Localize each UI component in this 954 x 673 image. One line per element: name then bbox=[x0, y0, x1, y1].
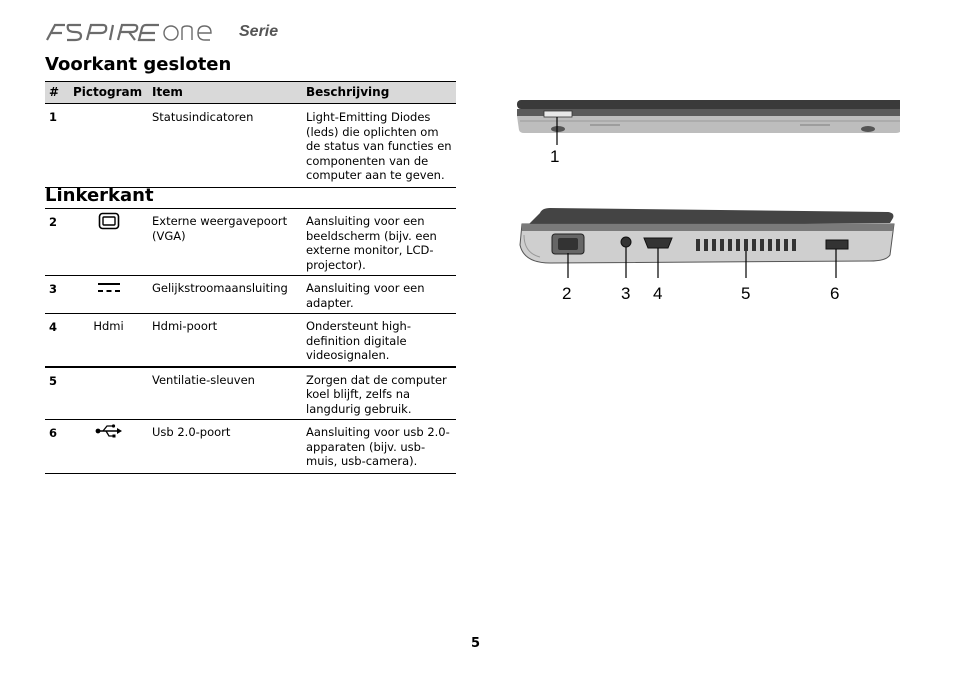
row-icon-text: Hdmi bbox=[69, 314, 148, 367]
table-row bbox=[45, 420, 456, 474]
aspire-one-wordmark-icon bbox=[45, 20, 235, 44]
dc-power-icon bbox=[97, 282, 121, 294]
row-icon bbox=[69, 367, 148, 420]
row-desc: Aansluiting voor een adapter. bbox=[302, 276, 456, 314]
table-row bbox=[45, 104, 456, 188]
row-desc: Aansluiting voor usb 2.0-apparaten (bijv. usb-muis, usb-camera). bbox=[302, 420, 456, 474]
left-section-title: Linkerkant bbox=[45, 185, 154, 206]
row-desc: Zorgen dat de computer koel blijft, zelfs na langdurig gebruik. bbox=[302, 367, 456, 420]
hdmi-port bbox=[644, 238, 672, 248]
vga-monitor-icon bbox=[98, 212, 120, 230]
row-icon bbox=[69, 209, 148, 276]
usb-port bbox=[826, 240, 848, 249]
callout-4: 4 bbox=[653, 284, 663, 303]
row-icon bbox=[69, 104, 148, 188]
row-num: 3 bbox=[45, 276, 69, 314]
row-num: 4 bbox=[45, 314, 69, 367]
row-item: Statusindicatoren bbox=[148, 104, 302, 188]
row-num: 2 bbox=[45, 209, 69, 276]
callout-1: 1 bbox=[550, 147, 560, 166]
callout-2: 2 bbox=[562, 284, 572, 303]
table-row bbox=[45, 367, 456, 420]
front-section-title: Voorkant gesloten bbox=[45, 54, 232, 75]
page-number: 5 bbox=[471, 636, 481, 651]
series-label: Serie bbox=[239, 23, 279, 40]
header-icon: Pictogram bbox=[69, 82, 148, 104]
usb-icon bbox=[95, 424, 123, 438]
row-desc: Aansluiting voor een beeldscherm (bijv. een externe monitor, LCD-projector). bbox=[302, 209, 456, 276]
row-item: Usb 2.0-poort bbox=[148, 420, 302, 474]
row-item: Ventilatie-sleuven bbox=[148, 367, 302, 420]
row-num: 5 bbox=[45, 367, 69, 420]
header-item: Item bbox=[148, 82, 302, 104]
row-num: 1 bbox=[45, 104, 69, 188]
dc-in-port bbox=[621, 237, 631, 247]
row-icon bbox=[69, 276, 148, 314]
header-num: # bbox=[45, 82, 69, 104]
header-desc: Beschrijving bbox=[302, 82, 456, 104]
laptop-figure bbox=[510, 95, 900, 310]
row-desc: Ondersteunt high-definition digitale videosignalen. bbox=[302, 314, 456, 367]
row-item: Gelijkstroomaansluiting bbox=[148, 276, 302, 314]
table-row bbox=[45, 209, 456, 276]
table-row bbox=[45, 314, 456, 367]
row-item: Externe weergavepoort (VGA) bbox=[148, 209, 302, 276]
row-item: Hdmi-poort bbox=[148, 314, 302, 367]
laptop-front-view bbox=[517, 100, 900, 145]
row-desc: Light-Emitting Diodes (leds) die oplichten om de status van functies en componenten van de computer aan te geven. bbox=[302, 104, 456, 188]
aspire-one-logo bbox=[45, 20, 278, 44]
callout-5: 5 bbox=[741, 284, 751, 303]
status-led-strip bbox=[544, 111, 572, 117]
table-row bbox=[45, 276, 456, 314]
row-icon bbox=[69, 420, 148, 474]
callout-3: 3 bbox=[621, 284, 631, 303]
left-spec-table bbox=[45, 208, 456, 474]
laptop-left-view bbox=[520, 208, 894, 278]
table-header-row bbox=[45, 82, 456, 104]
callout-6: 6 bbox=[830, 284, 840, 303]
front-spec-table bbox=[45, 81, 456, 188]
row-num: 6 bbox=[45, 420, 69, 474]
